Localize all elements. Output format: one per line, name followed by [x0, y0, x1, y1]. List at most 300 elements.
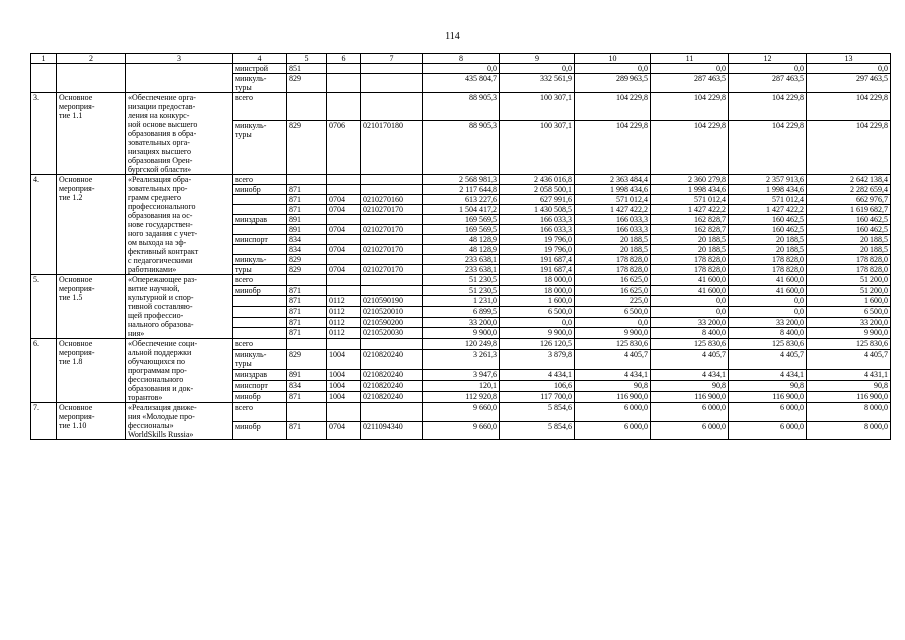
grbs-code-cell [287, 275, 327, 286]
amount-cell: 104 229,8 [729, 93, 807, 121]
target-article-cell [361, 275, 423, 286]
amount-cell: 106,6 [500, 381, 575, 392]
amount-cell: 6 000,0 [575, 403, 651, 422]
target-article-cell [361, 74, 423, 93]
amount-cell: 112 920,8 [423, 392, 500, 403]
amount-cell: 19 796,0 [500, 235, 575, 245]
amount-cell: 4 405,7 [651, 349, 729, 370]
section-code-cell: 0706 [327, 121, 361, 175]
amount-cell: 1 430 508,5 [500, 205, 575, 215]
amount-cell: 104 229,8 [575, 93, 651, 121]
grbs-code-cell: 834 [287, 245, 327, 255]
target-article-cell [361, 185, 423, 195]
table-row [31, 339, 891, 350]
amount-cell: 627 991,6 [500, 195, 575, 205]
agency-cell: туры [233, 265, 287, 275]
amount-cell: 2 568 981,3 [423, 175, 500, 185]
column-header: 7 [361, 54, 423, 64]
table-row [31, 64, 891, 74]
amount-cell: 0,0 [729, 64, 807, 74]
amount-cell: 297 463,5 [807, 74, 891, 93]
table-body [31, 64, 891, 440]
amount-cell: 20 188,5 [807, 245, 891, 255]
section-code-cell [327, 285, 361, 296]
grbs-code-cell: 834 [287, 235, 327, 245]
agency-cell: минкуль- [233, 255, 287, 265]
section-code-cell: 0112 [327, 328, 361, 339]
amount-cell: 33 200,0 [651, 317, 729, 328]
grbs-code-cell: 871 [287, 205, 327, 215]
agency-cell: минкуль- туры [233, 74, 287, 93]
amount-cell: 120 249,8 [423, 339, 500, 350]
section-code-cell [327, 93, 361, 121]
section-code-cell: 0704 [327, 265, 361, 275]
amount-cell: 88 905,3 [423, 93, 500, 121]
activity-label-cell [57, 64, 126, 93]
section-code-cell: 0112 [327, 317, 361, 328]
activity-description-cell [126, 64, 233, 93]
activity-description-cell: «Опережающее раз- витие научной, культурной и спор- тивной составляю- щей профессио- нального образова- ния» [126, 275, 233, 339]
amount-cell: 4 434,1 [729, 370, 807, 381]
amount-cell: 2 282 659,4 [807, 185, 891, 195]
section-code-cell: 0704 [327, 205, 361, 215]
activity-description-cell: «Реализация обра- зовательных про- грамм среднего профессионального образования на ос- нове государствен- ного задания с учет- ом выхода на эф- фективный контракт с педагогическими работниками» [126, 175, 233, 275]
amount-cell: 104 229,8 [729, 121, 807, 175]
activity-description-cell: «Обеспечение соци- альной поддержки обучающихся по программам про- фессионального образования и док- торантов» [126, 339, 233, 403]
column-header: 9 [500, 54, 575, 64]
target-article-cell [361, 175, 423, 185]
agency-cell [233, 205, 287, 215]
section-code-cell: 0112 [327, 306, 361, 317]
amount-cell: 104 229,8 [575, 121, 651, 175]
amount-cell: 6 000,0 [651, 403, 729, 422]
target-article-cell [361, 64, 423, 74]
amount-cell: 3 261,3 [423, 349, 500, 370]
amount-cell: 88 905,3 [423, 121, 500, 175]
target-article-cell: 0210820240 [361, 349, 423, 370]
agency-cell: минкуль- туры [233, 349, 287, 370]
amount-cell: 104 229,8 [807, 121, 891, 175]
amount-cell: 169 569,5 [423, 225, 500, 235]
amount-cell: 178 828,0 [729, 265, 807, 275]
row-number-cell: 5. [31, 275, 57, 339]
amount-cell: 160 462,5 [807, 225, 891, 235]
amount-cell: 0,0 [575, 317, 651, 328]
amount-cell: 332 561,9 [500, 74, 575, 93]
amount-cell: 8 000,0 [807, 403, 891, 422]
column-number-row [31, 54, 891, 64]
amount-cell: 1 998 434,6 [729, 185, 807, 195]
row-number-cell [31, 64, 57, 93]
activity-description-cell: «Реализация движе- ния «Молодые про- фессионалы» WorldSkills Russia» [126, 403, 233, 440]
amount-cell: 178 828,0 [575, 265, 651, 275]
amount-cell: 2 360 279,8 [651, 175, 729, 185]
agency-cell: всего [233, 93, 287, 121]
amount-cell: 2 642 138,4 [807, 175, 891, 185]
agency-cell: всего [233, 339, 287, 350]
row-number-cell: 3. [31, 93, 57, 175]
amount-cell: 6 899,5 [423, 306, 500, 317]
target-article-cell: 0210270160 [361, 195, 423, 205]
section-code-cell [327, 74, 361, 93]
budget-table [30, 53, 891, 440]
amount-cell: 18 000,0 [500, 275, 575, 286]
amount-cell: 1 998 434,6 [651, 185, 729, 195]
amount-cell: 8 400,0 [729, 328, 807, 339]
grbs-code-cell: 871 [287, 392, 327, 403]
column-header: 10 [575, 54, 651, 64]
amount-cell: 1 998 434,6 [575, 185, 651, 195]
grbs-code-cell [287, 403, 327, 422]
grbs-code-cell: 891 [287, 215, 327, 225]
agency-cell [233, 306, 287, 317]
amount-cell: 100 307,1 [500, 93, 575, 121]
amount-cell: 435 804,7 [423, 74, 500, 93]
amount-cell: 6 500,0 [500, 306, 575, 317]
amount-cell: 48 128,9 [423, 245, 500, 255]
amount-cell: 104 229,8 [651, 93, 729, 121]
amount-cell: 166 033,3 [500, 225, 575, 235]
amount-cell: 33 200,0 [729, 317, 807, 328]
grbs-code-cell: 829 [287, 349, 327, 370]
column-header: 5 [287, 54, 327, 64]
section-code-cell: 1004 [327, 392, 361, 403]
agency-cell: минобр [233, 421, 287, 440]
amount-cell: 8 400,0 [651, 328, 729, 339]
row-number-cell: 7. [31, 403, 57, 440]
amount-cell: 233 638,1 [423, 255, 500, 265]
amount-cell: 0,0 [575, 64, 651, 74]
section-code-cell: 0704 [327, 225, 361, 235]
amount-cell: 51 230,5 [423, 285, 500, 296]
section-code-cell [327, 275, 361, 286]
column-header: 12 [729, 54, 807, 64]
amount-cell: 41 600,0 [729, 285, 807, 296]
section-code-cell: 1004 [327, 381, 361, 392]
amount-cell: 4 434,1 [500, 370, 575, 381]
amount-cell: 126 120,5 [500, 339, 575, 350]
amount-cell: 166 033,3 [500, 215, 575, 225]
section-code-cell [327, 339, 361, 350]
amount-cell: 178 828,0 [807, 255, 891, 265]
amount-cell: 120,1 [423, 381, 500, 392]
amount-cell: 20 188,5 [575, 245, 651, 255]
amount-cell: 6 500,0 [575, 306, 651, 317]
amount-cell: 0,0 [651, 296, 729, 307]
table-row [31, 403, 891, 422]
amount-cell: 51 200,0 [807, 285, 891, 296]
amount-cell: 1 600,0 [807, 296, 891, 307]
amount-cell: 571 012,4 [575, 195, 651, 205]
amount-cell: 125 830,6 [807, 339, 891, 350]
amount-cell: 1 427 422,2 [575, 205, 651, 215]
grbs-code-cell [287, 175, 327, 185]
amount-cell: 191 687,4 [500, 265, 575, 275]
agency-cell [233, 296, 287, 307]
amount-cell: 571 012,4 [651, 195, 729, 205]
amount-cell: 6 000,0 [575, 421, 651, 440]
amount-cell: 2 363 484,4 [575, 175, 651, 185]
amount-cell: 613 227,6 [423, 195, 500, 205]
amount-cell: 125 830,6 [575, 339, 651, 350]
section-code-cell [327, 403, 361, 422]
amount-cell: 33 200,0 [423, 317, 500, 328]
amount-cell: 1 619 682,7 [807, 205, 891, 215]
amount-cell: 0,0 [500, 317, 575, 328]
row-number-cell: 4. [31, 175, 57, 275]
target-article-cell [361, 339, 423, 350]
amount-cell: 20 188,5 [575, 235, 651, 245]
target-article-cell: 0210270170 [361, 265, 423, 275]
target-article-cell: 0211094340 [361, 421, 423, 440]
amount-cell: 0,0 [651, 64, 729, 74]
amount-cell: 9 660,0 [423, 403, 500, 422]
amount-cell: 0,0 [651, 306, 729, 317]
table-row [31, 175, 891, 185]
agency-cell: всего [233, 175, 287, 185]
agency-cell: минспорт [233, 235, 287, 245]
amount-cell: 116 900,0 [729, 392, 807, 403]
grbs-code-cell [287, 339, 327, 350]
amount-cell: 41 600,0 [729, 275, 807, 286]
amount-cell: 48 128,9 [423, 235, 500, 245]
amount-cell: 4 434,1 [575, 370, 651, 381]
amount-cell: 90,8 [651, 381, 729, 392]
amount-cell: 1 231,0 [423, 296, 500, 307]
amount-cell: 3 879,8 [500, 349, 575, 370]
amount-cell: 90,8 [807, 381, 891, 392]
grbs-code-cell: 871 [287, 328, 327, 339]
amount-cell: 4 405,7 [807, 349, 891, 370]
amount-cell: 51 230,5 [423, 275, 500, 286]
activity-label-cell: Основное мероприя- тие 1.10 [57, 403, 126, 440]
amount-cell: 9 900,0 [807, 328, 891, 339]
column-header: 4 [233, 54, 287, 64]
target-article-cell: 0210820240 [361, 381, 423, 392]
agency-cell: минздрав [233, 370, 287, 381]
amount-cell: 104 229,8 [807, 93, 891, 121]
amount-cell: 233 638,1 [423, 265, 500, 275]
target-article-cell: 0210270170 [361, 245, 423, 255]
agency-cell: минобр [233, 185, 287, 195]
amount-cell: 162 828,7 [651, 225, 729, 235]
amount-cell: 8 000,0 [807, 421, 891, 440]
amount-cell: 9 900,0 [575, 328, 651, 339]
target-article-cell: 0210820240 [361, 370, 423, 381]
amount-cell: 2 117 644,8 [423, 185, 500, 195]
amount-cell: 1 600,0 [500, 296, 575, 307]
amount-cell: 1 504 417,2 [423, 205, 500, 215]
amount-cell: 162 828,7 [651, 215, 729, 225]
amount-cell: 0,0 [729, 306, 807, 317]
section-code-cell [327, 185, 361, 195]
amount-cell: 125 830,6 [729, 339, 807, 350]
amount-cell: 0,0 [807, 64, 891, 74]
amount-cell: 20 188,5 [729, 235, 807, 245]
grbs-code-cell: 871 [287, 306, 327, 317]
amount-cell: 41 600,0 [651, 275, 729, 286]
target-article-cell [361, 285, 423, 296]
activity-description-cell: «Обеспечение орга- низации предостав- ления на конкурс- ной основе высшего образования в обра- зовательных орга- низациях высшего образования Орен- бургской области» [126, 93, 233, 175]
amount-cell: 19 796,0 [500, 245, 575, 255]
amount-cell: 225,0 [575, 296, 651, 307]
section-code-cell: 0704 [327, 421, 361, 440]
amount-cell: 662 976,7 [807, 195, 891, 205]
agency-cell: минстрой [233, 64, 287, 74]
section-code-cell [327, 215, 361, 225]
amount-cell: 571 012,4 [729, 195, 807, 205]
amount-cell: 116 900,0 [807, 392, 891, 403]
target-article-cell: 0210520030 [361, 328, 423, 339]
amount-cell: 5 854,6 [500, 403, 575, 422]
activity-label-cell: Основное мероприя- тие 1.8 [57, 339, 126, 403]
amount-cell: 1 427 422,2 [651, 205, 729, 215]
amount-cell: 90,8 [575, 381, 651, 392]
agency-cell: всего [233, 275, 287, 286]
amount-cell: 6 500,0 [807, 306, 891, 317]
agency-cell [233, 225, 287, 235]
target-article-cell: 0210270170 [361, 225, 423, 235]
amount-cell: 116 900,0 [575, 392, 651, 403]
target-article-cell: 0210590200 [361, 317, 423, 328]
target-article-cell: 0210820240 [361, 392, 423, 403]
activity-label-cell: Основное мероприя- тие 1.2 [57, 175, 126, 275]
target-article-cell [361, 215, 423, 225]
grbs-code-cell: 871 [287, 195, 327, 205]
grbs-code-cell: 834 [287, 381, 327, 392]
section-code-cell: 0704 [327, 245, 361, 255]
agency-cell [233, 317, 287, 328]
grbs-code-cell: 851 [287, 64, 327, 74]
amount-cell: 90,8 [729, 381, 807, 392]
section-code-cell [327, 235, 361, 245]
amount-cell: 2 357 913,6 [729, 175, 807, 185]
column-header: 2 [57, 54, 126, 64]
amount-cell: 125 830,6 [651, 339, 729, 350]
agency-cell: минздрав [233, 215, 287, 225]
section-code-cell: 1004 [327, 370, 361, 381]
amount-cell: 9 900,0 [500, 328, 575, 339]
target-article-cell: 0210170180 [361, 121, 423, 175]
agency-cell [233, 245, 287, 255]
amount-cell: 20 188,5 [651, 235, 729, 245]
amount-cell: 4 431,1 [807, 370, 891, 381]
amount-cell: 6 000,0 [729, 403, 807, 422]
amount-cell: 160 462,5 [729, 215, 807, 225]
section-code-cell: 0704 [327, 195, 361, 205]
section-code-cell [327, 255, 361, 265]
target-article-cell [361, 403, 423, 422]
column-header: 6 [327, 54, 361, 64]
grbs-code-cell: 871 [287, 296, 327, 307]
page-number: 114 [445, 31, 460, 42]
amount-cell: 1 427 422,2 [729, 205, 807, 215]
table-row [31, 93, 891, 121]
grbs-code-cell: 871 [287, 317, 327, 328]
amount-cell: 2 058 500,1 [500, 185, 575, 195]
amount-cell: 178 828,0 [651, 265, 729, 275]
amount-cell: 0,0 [729, 296, 807, 307]
amount-cell: 160 462,5 [807, 215, 891, 225]
amount-cell: 4 405,7 [729, 349, 807, 370]
agency-cell: минобр [233, 285, 287, 296]
grbs-code-cell: 871 [287, 185, 327, 195]
amount-cell: 178 828,0 [651, 255, 729, 265]
amount-cell: 166 033,3 [575, 225, 651, 235]
grbs-code-cell [287, 93, 327, 121]
amount-cell: 191 687,4 [500, 255, 575, 265]
amount-cell: 51 200,0 [807, 275, 891, 286]
row-number-cell: 6. [31, 339, 57, 403]
table-row [31, 275, 891, 286]
amount-cell: 16 625,0 [575, 285, 651, 296]
activity-label-cell: Основное мероприя- тие 1.5 [57, 275, 126, 339]
grbs-code-cell: 891 [287, 370, 327, 381]
amount-cell: 160 462,5 [729, 225, 807, 235]
amount-cell: 116 900,0 [651, 392, 729, 403]
grbs-code-cell: 829 [287, 74, 327, 93]
amount-cell: 104 229,8 [651, 121, 729, 175]
grbs-code-cell: 829 [287, 255, 327, 265]
amount-cell: 289 963,5 [575, 74, 651, 93]
amount-cell: 3 947,6 [423, 370, 500, 381]
amount-cell: 18 000,0 [500, 285, 575, 296]
target-article-cell [361, 93, 423, 121]
amount-cell: 5 854,6 [500, 421, 575, 440]
amount-cell: 2 436 016,8 [500, 175, 575, 185]
column-header: 13 [807, 54, 891, 64]
section-code-cell: 1004 [327, 349, 361, 370]
agency-cell [233, 195, 287, 205]
amount-cell: 4 405,7 [575, 349, 651, 370]
amount-cell: 41 600,0 [651, 285, 729, 296]
amount-cell: 0,0 [423, 64, 500, 74]
grbs-code-cell: 829 [287, 265, 327, 275]
amount-cell: 166 033,3 [575, 215, 651, 225]
grbs-code-cell: 871 [287, 285, 327, 296]
amount-cell: 20 188,5 [651, 245, 729, 255]
amount-cell: 20 188,5 [729, 245, 807, 255]
amount-cell: 20 188,5 [807, 235, 891, 245]
amount-cell: 178 828,0 [729, 255, 807, 265]
amount-cell: 287 463,5 [729, 74, 807, 93]
target-article-cell: 0210590190 [361, 296, 423, 307]
amount-cell: 6 000,0 [651, 421, 729, 440]
column-header: 1 [31, 54, 57, 64]
column-header: 3 [126, 54, 233, 64]
amount-cell: 117 700,0 [500, 392, 575, 403]
amount-cell: 169 569,5 [423, 215, 500, 225]
amount-cell: 178 828,0 [807, 265, 891, 275]
amount-cell: 9 900,0 [423, 328, 500, 339]
section-code-cell [327, 175, 361, 185]
amount-cell: 100 307,1 [500, 121, 575, 175]
agency-cell: всего [233, 403, 287, 422]
amount-cell: 4 434,1 [651, 370, 729, 381]
section-code-cell: 0112 [327, 296, 361, 307]
amount-cell: 287 463,5 [651, 74, 729, 93]
grbs-code-cell: 871 [287, 421, 327, 440]
column-header: 8 [423, 54, 500, 64]
target-article-cell [361, 255, 423, 265]
agency-cell: минобр [233, 392, 287, 403]
amount-cell: 6 000,0 [729, 421, 807, 440]
amount-cell: 178 828,0 [575, 255, 651, 265]
activity-label-cell: Основное мероприя- тие 1.1 [57, 93, 126, 175]
amount-cell: 33 200,0 [807, 317, 891, 328]
agency-cell [233, 328, 287, 339]
amount-cell: 0,0 [500, 64, 575, 74]
